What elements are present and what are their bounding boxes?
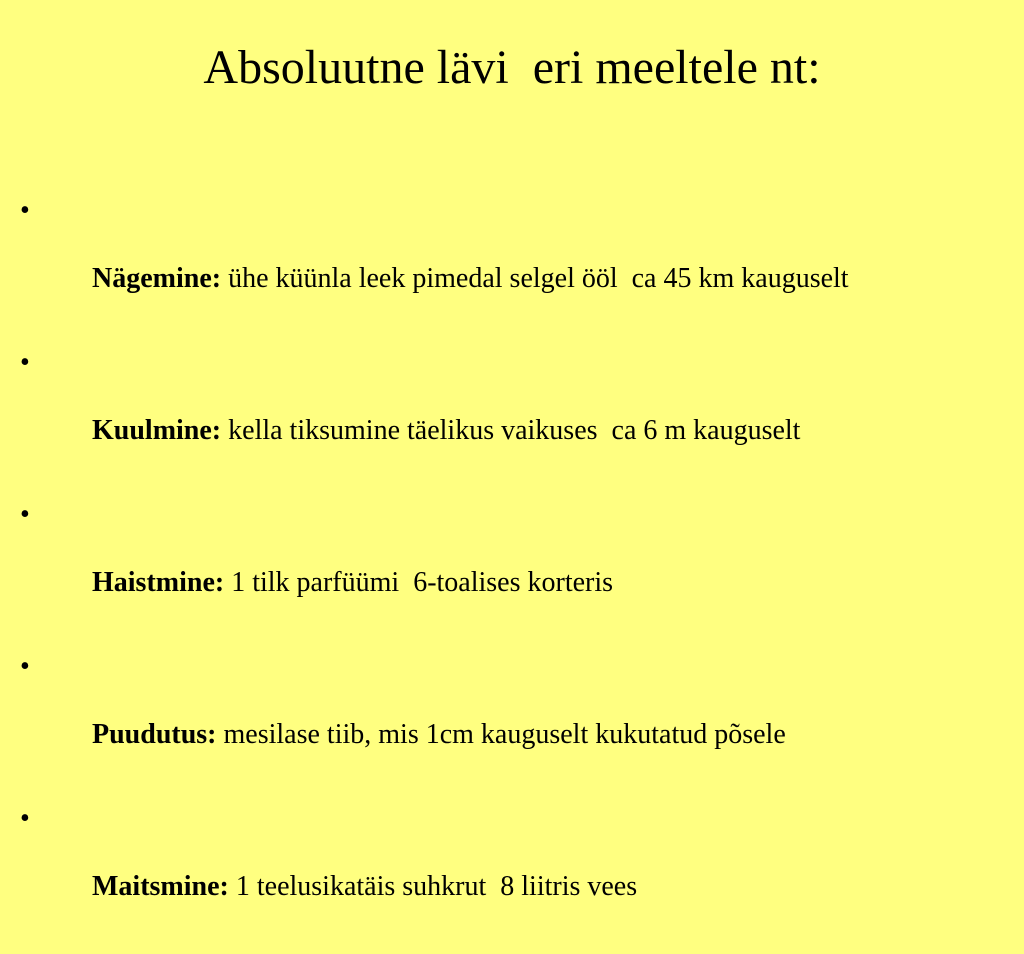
bullet-icon: • [20, 803, 30, 834]
bullet-item-kuulmine [20, 346, 980, 482]
bullet-text: 1 teelusikatäis suhkrut 8 liitris vees [228, 871, 638, 902]
bullet-label: Puudutus: [92, 719, 217, 750]
bullet-text: 1 tilk parfüümi 6-toalises korteris [224, 567, 614, 598]
bullet-text: kella tiksumine täelikus vaikuses ca 6 m kauguselt [221, 415, 801, 446]
bullet-text: ühe küünla leek pimedal selgel ööl ca 45 km kauguselt [221, 263, 849, 294]
bullet-icon: • [20, 651, 30, 682]
bullet-item-maitsmine [20, 802, 980, 938]
bullet-label: Maitsmine: [92, 871, 229, 902]
bullet-item-nagemine [20, 194, 980, 330]
bullet-label: Nägemine: [92, 263, 222, 294]
bullet-text: mesilase tiib, mis 1cm kauguselt kukutatud põsele [216, 719, 786, 750]
slide-title: Absoluutne lävi eri meeltele nt: [203, 41, 821, 94]
bullet-list [20, 194, 980, 954]
bullet-label: Kuulmine: [92, 415, 222, 446]
bullet-item-haistmine [20, 498, 980, 634]
bullet-item-puudutus [20, 650, 980, 786]
bullet-icon: • [20, 499, 30, 530]
bullet-icon: • [20, 195, 30, 226]
bullet-icon: • [20, 347, 30, 378]
bullet-label: Haistmine: [92, 567, 225, 598]
